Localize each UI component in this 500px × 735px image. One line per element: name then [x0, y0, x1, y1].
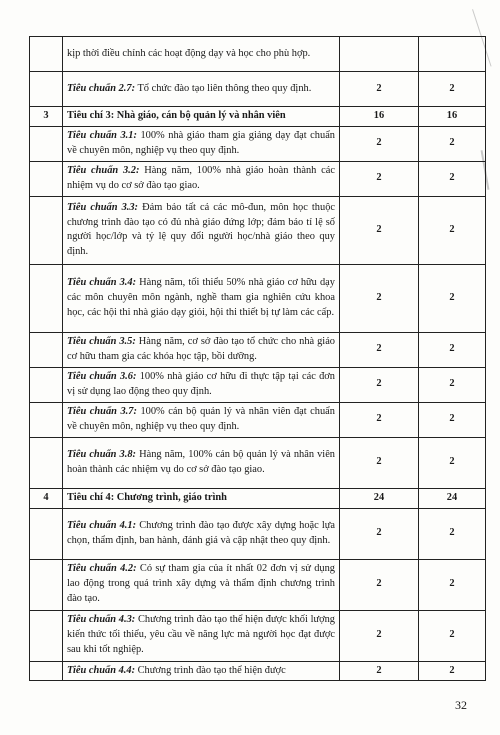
criterion-row: [30, 107, 486, 127]
row-number-cell: [30, 367, 63, 402]
score-cell: 24: [419, 488, 486, 508]
description-text: Hàng năm, tối thiểu 50% nhà giáo cơ hữu dạy các môn chuyên môn ngành, nghề tham gia nghiên cứu khoa học, các hội thi nhà giáo dạy giỏi, hội thi thiết bị tự làm các cấp.: [67, 277, 335, 318]
score-cell: 2: [419, 161, 486, 196]
description-text: Tiêu chí 3: Nhà giáo, cán bộ quản lý và nhân viên: [67, 110, 286, 121]
description-cell: [63, 72, 340, 107]
score-cell: 2: [419, 367, 486, 402]
description-text: Hàng năm, 100% cán bộ quản lý và nhân viên hoàn thành các nhiệm vụ do cơ sở đào tạo giao.: [67, 449, 335, 475]
description-cell: [63, 107, 340, 127]
row-number-cell: [30, 37, 63, 72]
max-score-cell: 2: [340, 367, 419, 402]
description-text: Đảm bảo tất cả các mô-đun, môn học thuộc chương trình đào tạo có đủ nhà giáo đứng lớp; đảm bảo tỉ lệ số người học/lớp và tỷ lệ quy đổi người học/nhà giáo theo quy định.: [67, 201, 335, 258]
score-cell: 2: [419, 437, 486, 488]
standard-row: [30, 402, 486, 437]
score-cell: 2: [419, 332, 486, 367]
row-number-cell: [30, 196, 63, 264]
standard-label: Tiêu chuẩn 3.8:: [67, 449, 136, 460]
score-cell: 2: [419, 402, 486, 437]
standard-label: Tiêu chuẩn 4.2:: [67, 563, 137, 575]
standard-label: Tiêu chuẩn 3.3:: [67, 201, 139, 213]
max-score-cell: [340, 37, 419, 72]
standard-label: Tiêu chuẩn 3.5:: [67, 336, 136, 347]
standard-label: Tiêu chuẩn 3.4:: [67, 277, 137, 289]
criteria-table: [29, 36, 486, 681]
max-score-cell: 2: [340, 332, 419, 367]
criteria-table-body: [30, 37, 486, 681]
row-number-cell: [30, 72, 63, 107]
max-score-cell: 24: [340, 488, 419, 508]
score-cell: 2: [419, 559, 486, 610]
description-text: 100% cán bộ quản lý và nhân viên đạt chuẩn về chuyên môn, nghiệp vụ theo quy định.: [67, 406, 335, 432]
description-text: 100% nhà giáo cơ hữu đi thực tập tại các đơn vị sử dụng lao động theo quy định.: [67, 371, 336, 397]
standard-row: [30, 508, 486, 559]
standard-row: [30, 37, 486, 72]
description-text: Tổ chức đào tạo liên thông theo quy định.: [135, 82, 312, 94]
description-cell: [63, 402, 340, 437]
max-score-cell: 2: [340, 72, 419, 107]
standard-row: [30, 610, 486, 661]
standard-row: [30, 126, 486, 161]
standard-label: Tiêu chuẩn 3.7:: [67, 406, 137, 417]
row-number-cell: [30, 559, 63, 610]
description-cell: [63, 610, 340, 661]
description-cell: [63, 196, 340, 264]
description-text: Tiêu chí 4: Chương trình, giáo trình: [67, 491, 227, 503]
row-number-cell: [30, 508, 63, 559]
description-text: Hàng năm, 100% nhà giáo hoàn thành các nhiệm vụ do cơ sở đào tạo giao.: [67, 165, 335, 191]
description-text: Chương trình đào tạo thể hiện được khối lượng kiến thức tối thiểu, yêu cầu về năng lực mà người học đạt được sau khi tốt nghiệp.: [67, 614, 335, 655]
score-cell: 16: [419, 107, 486, 127]
row-number-cell: [30, 661, 63, 681]
standard-label: Tiêu chuẩn 3.1:: [67, 130, 137, 141]
score-cell: 2: [419, 126, 486, 161]
row-number-cell: [30, 332, 63, 367]
description-cell: [63, 161, 340, 196]
description-text: Chương trình đào tạo thể hiện được: [135, 664, 286, 676]
description-cell: [63, 126, 340, 161]
row-number-cell: 4: [30, 488, 63, 508]
standard-row: [30, 72, 486, 107]
max-score-cell: 2: [340, 126, 419, 161]
description-cell: [63, 367, 340, 402]
score-cell: 2: [419, 264, 486, 332]
description-text: 100% nhà giáo tham gia giảng dạy đạt chuẩn về chuyên môn, nghiệp vụ theo quy định.: [67, 130, 335, 156]
criterion-row: [30, 488, 486, 508]
description-cell: [63, 437, 340, 488]
description-cell: [63, 37, 340, 72]
description-cell: [63, 508, 340, 559]
page-number: 32: [455, 698, 467, 712]
score-cell: 2: [419, 661, 486, 681]
max-score-cell: 2: [340, 610, 419, 661]
standard-row: [30, 559, 486, 610]
score-cell: 2: [419, 610, 486, 661]
max-score-cell: 2: [340, 264, 419, 332]
row-number-cell: [30, 126, 63, 161]
standard-label: Tiêu chuẩn 3.2:: [67, 165, 140, 176]
standard-row: [30, 661, 486, 681]
description-cell: [63, 264, 340, 332]
score-cell: 2: [419, 508, 486, 559]
standard-row: [30, 161, 486, 196]
max-score-cell: 2: [340, 559, 419, 610]
max-score-cell: 2: [340, 402, 419, 437]
row-number-cell: [30, 610, 63, 661]
score-cell: [419, 37, 486, 72]
row-number-cell: [30, 264, 63, 332]
description-text: Hàng năm, cơ sở đào tạo tổ chức cho nhà giáo cơ hữu tham gia các khóa học tập, bồi dưỡng.: [67, 336, 336, 362]
standard-row: [30, 332, 486, 367]
max-score-cell: 2: [340, 437, 419, 488]
score-cell: 2: [419, 72, 486, 107]
description-text: kịp thời điều chỉnh các hoạt động dạy và học cho phù hợp.: [67, 47, 311, 59]
standard-row: [30, 264, 486, 332]
row-number-cell: [30, 402, 63, 437]
description-cell: [63, 661, 340, 681]
standard-label: Tiêu chuẩn 4.3:: [67, 614, 136, 626]
description-cell: [63, 332, 340, 367]
description-cell: [63, 488, 340, 508]
description-text: Chương trình đào tạo được xây dựng hoặc lựa chọn, thẩm định, ban hành, đánh giá và cập nhật theo quy định.: [67, 519, 335, 546]
standard-label: Tiêu chuẩn 3.6:: [67, 371, 137, 382]
standard-label: Tiêu chuẩn 2.7:: [67, 82, 136, 94]
row-number-cell: 3: [30, 107, 63, 127]
standard-row: [30, 437, 486, 488]
description-text: Có sự tham gia của ít nhất 02 đơn vị sử dụng lao động trong quá trình xây dựng và thẩm định chương trình đào tạo.: [67, 563, 335, 604]
row-number-cell: [30, 161, 63, 196]
max-score-cell: 2: [340, 161, 419, 196]
standard-row: [30, 367, 486, 402]
max-score-cell: 2: [340, 661, 419, 681]
standard-row: [30, 196, 486, 264]
standard-label: Tiêu chuẩn 4.4:: [67, 664, 136, 676]
standard-label: Tiêu chuẩn 4.1:: [67, 519, 137, 531]
row-number-cell: [30, 437, 63, 488]
max-score-cell: 2: [340, 196, 419, 264]
description-cell: [63, 559, 340, 610]
max-score-cell: 16: [340, 107, 419, 127]
score-cell: 2: [419, 196, 486, 264]
max-score-cell: 2: [340, 508, 419, 559]
